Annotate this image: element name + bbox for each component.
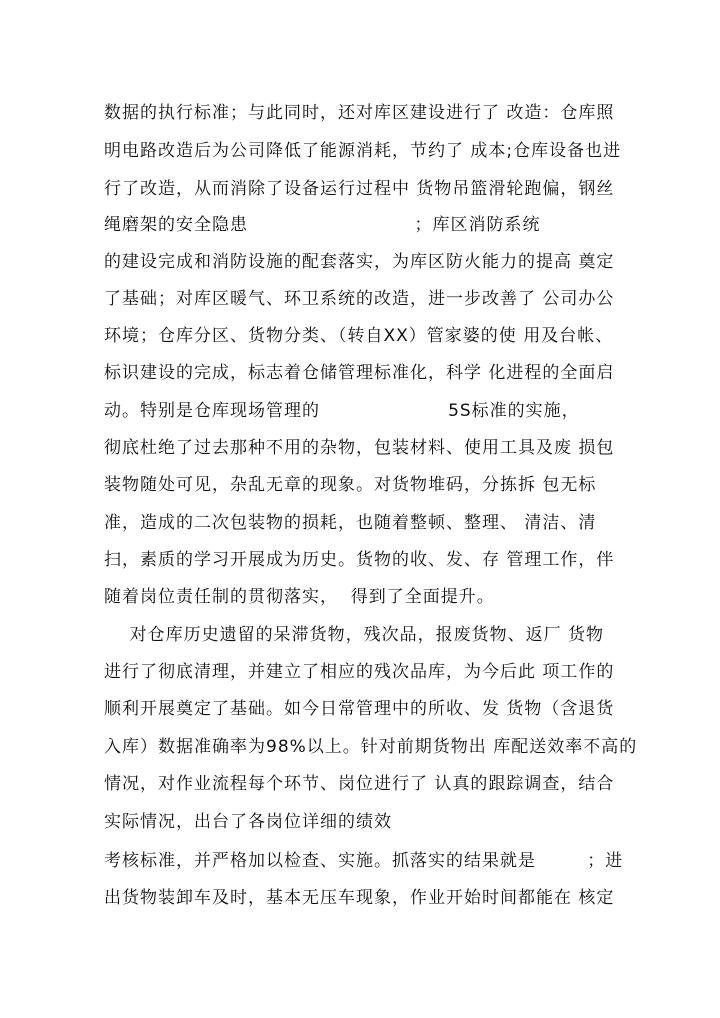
- text-line: 彻底杜绝了过去那种不用的杂物，包装材料、使用工具及废 损包: [104, 438, 615, 458]
- text-line: 绳磨架的安全隐患 ；库区消防系统: [104, 215, 541, 235]
- text-line: 对仓库历史遗留的呆滞货物，残次品，报废货物、返厂 货物: [104, 625, 605, 645]
- text-line: 顺利开展奠定了基础。如今日常管理中的所收、发 货物（含退货: [104, 699, 615, 719]
- text-line: 环境；仓库分区、货物分类、（转自XX）管家婆的使 用及台帐、: [104, 326, 614, 346]
- text-line: 行了改造，从而消除了设备运行过程中 货物吊篮滑轮跑偏，钢丝: [104, 179, 615, 199]
- text-line: 的建设完成和消防设施的配套落实，为库区防火能力的提高 奠定: [104, 252, 615, 272]
- text-line: 标识建设的完成，标志着仓储管理标准化，科学 化进程的全面启: [104, 363, 615, 383]
- text-line: 随着岗位责任制的贯彻落实， 得到了全面提升。: [104, 587, 495, 607]
- text-line: 实际情况，出台了各岗位详细的绩效: [104, 812, 392, 832]
- text-line: 数据的执行标准；与此同时，还对库区建设进行了 改造：仓库照: [104, 103, 615, 123]
- text-line: 进行了彻底清理，并建立了相应的残次品库，为今后此 项工作的: [104, 662, 615, 682]
- text-line: 考核标准，并严格加以检查、实施。抓落实的结果就是 ；进: [104, 851, 624, 871]
- text-line: 情况，对作业流程每个环节、岗位进行了 认真的跟踪调查，结合: [104, 774, 615, 794]
- text-line: 了基础；对库区暖气、环卫系统的改造，进一步改善了 公司办公: [104, 289, 615, 309]
- text-line: 装物随处可见，杂乱无章的现象。对货物堆码，分拣拆 包无标: [104, 475, 597, 495]
- text-line: 扫，素质的学习开展成为历史。货物的收、发、存 管理工作，伴: [104, 550, 615, 570]
- text-line: 准，造成的二次包装物的损耗，也随着整顿、整理、 清洁、清: [104, 513, 597, 533]
- text-line: 动。特别是仓库现场管理的 5S标准的实施，: [104, 401, 580, 421]
- text-line: 明电路改造后为公司降低了能源消耗，节约了 成本;仓库设备也进: [104, 141, 622, 161]
- text-line: 入库）数据准确率为98%以上。针对前期货物出 库配送效率不高的: [104, 737, 638, 757]
- text-line: 出货物装卸车及时，基本无压车现象，作业开始时间都能在 核定: [104, 888, 615, 908]
